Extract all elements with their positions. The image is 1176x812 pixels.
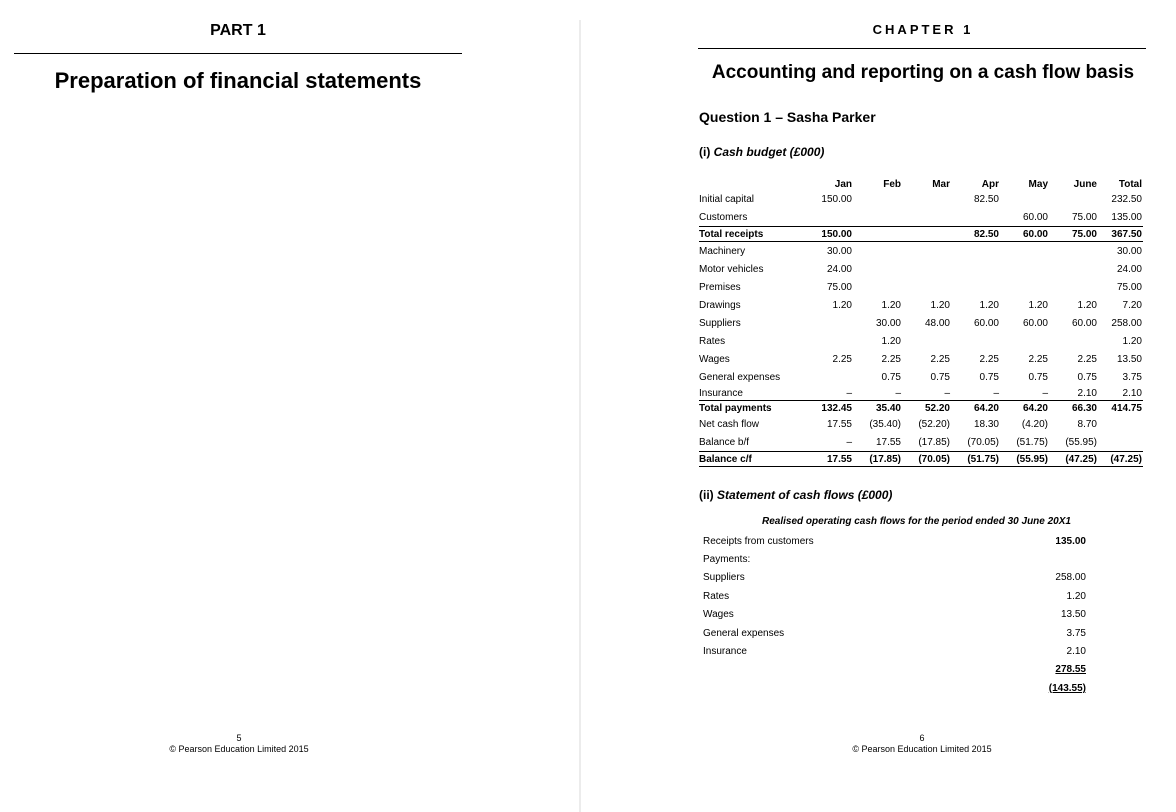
row-label: Balance b/f xyxy=(699,433,804,452)
cell-value: 17.55 xyxy=(804,452,853,467)
cell-value: 367.50 xyxy=(1098,227,1143,242)
statement-row xyxy=(703,661,1086,679)
row-label: Motor vehicles xyxy=(699,263,764,275)
copyright: © Pearson Education Limited 2015 xyxy=(169,744,309,754)
cell-value xyxy=(804,368,853,386)
cell-value: 64.20 xyxy=(1000,401,1049,416)
column-header: Jan xyxy=(834,179,852,190)
table-row xyxy=(699,415,1143,433)
cell-value: 2.25 xyxy=(832,353,852,365)
cell-value xyxy=(1098,415,1143,433)
cell-value xyxy=(902,332,951,350)
table-row xyxy=(699,350,1143,368)
cell-value xyxy=(951,278,1000,296)
cash-flow-statement-table xyxy=(703,532,1086,698)
statement-row xyxy=(703,642,1086,660)
cell-value: 82.50 xyxy=(951,227,1000,242)
cell-value: 0.75 xyxy=(1077,371,1097,383)
cell-value xyxy=(902,260,951,278)
row-label: Insurance xyxy=(699,387,743,399)
page-number: 5 xyxy=(236,733,242,743)
cash-budget-body xyxy=(699,190,1143,467)
cell-value: 17.55 xyxy=(826,418,852,430)
cell-value: 30.00 xyxy=(826,245,852,257)
cell-value: 30.00 xyxy=(1116,245,1142,257)
statement-value xyxy=(1003,532,1086,550)
cell-value xyxy=(1049,278,1098,296)
copyright: © Pearson Education Limited 2015 xyxy=(852,744,992,754)
page-number: 6 xyxy=(919,733,925,743)
cell-value: (47.25) xyxy=(1098,452,1143,467)
question-title: Question 1 – Sasha Parker xyxy=(699,109,876,125)
part-title: PART 1 xyxy=(210,22,266,39)
page-gutter xyxy=(579,20,581,812)
cell-value xyxy=(804,314,853,332)
cell-value xyxy=(951,332,1000,350)
statement-label: Receipts from customers xyxy=(703,535,814,547)
statement-value xyxy=(1003,679,1086,697)
cell-value: 3.75 xyxy=(1122,371,1142,383)
cell-value: (17.85) xyxy=(853,452,902,467)
cell-value xyxy=(804,208,853,227)
cell-value: 75.00 xyxy=(1049,227,1098,242)
cell-value: 24.00 xyxy=(826,263,852,275)
cell-value xyxy=(951,208,1000,227)
chapter-heading: Accounting and reporting on a cash flow basis xyxy=(711,62,1135,83)
row-label: Balance c/f xyxy=(699,452,804,467)
cell-value xyxy=(951,242,1000,261)
cell-value: 1.20 xyxy=(1028,299,1048,311)
part-heading: Preparation of financial statements xyxy=(54,68,422,93)
cell-value: 13.50 xyxy=(1116,353,1142,365)
row-label: Total payments xyxy=(699,401,804,416)
cell-value: 2.10 xyxy=(1077,387,1097,399)
statement-amount: 258.00 xyxy=(1055,572,1086,584)
cell-value: – xyxy=(846,387,852,399)
row-label: Net cash flow xyxy=(699,418,760,430)
cell-value: – xyxy=(895,387,901,399)
statement-label: General expenses xyxy=(703,627,785,639)
statement-label xyxy=(703,679,1003,697)
statement-row xyxy=(703,569,1086,587)
cell-value: – xyxy=(944,387,950,399)
section-label: Cash budget (£000) xyxy=(713,145,825,159)
cell-value: 1.20 xyxy=(832,299,852,311)
cell-value: 132.45 xyxy=(804,401,853,416)
table-row xyxy=(699,401,1143,416)
cell-value: 60.00 xyxy=(1022,317,1048,329)
cell-value xyxy=(1049,190,1098,208)
statement-row xyxy=(703,606,1086,624)
cell-value: (70.05) xyxy=(951,433,1000,452)
cell-value xyxy=(902,227,951,242)
row-label: Initial capital xyxy=(699,193,755,205)
row-label: Premises xyxy=(699,281,741,293)
cell-value: (51.75) xyxy=(951,452,1000,467)
row-label: Customers xyxy=(699,208,804,227)
cell-value: 0.75 xyxy=(881,371,901,383)
cell-value: (47.25) xyxy=(1049,452,1098,467)
cell-value: 0.75 xyxy=(930,371,950,383)
statement-value xyxy=(1003,569,1086,587)
cell-value: 75.00 xyxy=(1049,208,1098,227)
cell-value: (51.75) xyxy=(1000,433,1049,452)
cell-value: 82.50 xyxy=(973,193,999,205)
statement-value xyxy=(1003,550,1086,568)
cell-value: 7.20 xyxy=(1122,299,1142,311)
cell-value: (4.20) xyxy=(1021,418,1048,430)
cell-value: 1.20 xyxy=(881,335,901,347)
statement-amount: 3.75 xyxy=(1066,627,1086,639)
cell-value xyxy=(853,208,902,227)
cell-value: 30.00 xyxy=(875,317,901,329)
cell-value xyxy=(1098,433,1143,452)
left-footer xyxy=(0,733,478,755)
cell-value xyxy=(1049,332,1098,350)
cell-value xyxy=(902,242,951,261)
table-row xyxy=(699,433,1143,452)
table-row xyxy=(699,386,1143,401)
statement-amount: 13.50 xyxy=(1060,609,1086,621)
section-prefix: (i) xyxy=(699,145,714,159)
row-label: Machinery xyxy=(699,245,746,257)
cell-value: 1.20 xyxy=(979,299,999,311)
cell-value: 414.75 xyxy=(1098,401,1143,416)
statement-amount: 278.55 xyxy=(1055,664,1086,676)
statement-label: Suppliers xyxy=(703,572,745,584)
header-cell-empty xyxy=(699,173,804,190)
table-header-row xyxy=(699,173,1143,190)
statement-row xyxy=(703,679,1086,697)
cell-value: 2.25 xyxy=(881,353,901,365)
cell-value: 64.20 xyxy=(951,401,1000,416)
cell-value: (55.95) xyxy=(1000,452,1049,467)
cell-value: – xyxy=(1042,387,1048,399)
row-label: Suppliers xyxy=(699,317,741,329)
table-row xyxy=(699,278,1143,296)
cell-value: 0.75 xyxy=(979,371,999,383)
column-header: May xyxy=(1028,179,1048,190)
statement-label: Wages xyxy=(703,609,734,621)
row-label: Wages xyxy=(699,353,730,365)
cell-value: 135.00 xyxy=(1098,208,1143,227)
header-rule xyxy=(698,48,1146,49)
chapter-title: CHAPTER 1 xyxy=(872,22,974,37)
statement-amount: 1.20 xyxy=(1066,590,1086,602)
table-row xyxy=(699,452,1143,467)
row-label: Total receipts xyxy=(699,227,804,242)
cell-value: 0.75 xyxy=(1028,371,1048,383)
cell-value: 258.00 xyxy=(1111,317,1142,329)
statement-label: Payments: xyxy=(703,554,751,566)
statement-row xyxy=(703,550,1086,568)
cell-value: 17.55 xyxy=(853,433,902,452)
cell-value: 48.00 xyxy=(924,317,950,329)
cell-value: 2.25 xyxy=(930,353,950,365)
right-footer xyxy=(698,733,1146,755)
cell-value xyxy=(1049,242,1098,261)
column-header: June xyxy=(1073,179,1097,190)
cell-value xyxy=(902,278,951,296)
statement-row xyxy=(703,532,1086,550)
row-label: General expenses xyxy=(699,371,781,383)
cell-value: (52.20) xyxy=(918,418,950,430)
cell-value: 2.25 xyxy=(1028,353,1048,365)
cell-value: 1.20 xyxy=(1122,335,1142,347)
cell-value: 2.10 xyxy=(1122,387,1142,399)
cell-value xyxy=(1000,190,1049,208)
statement-heading: Realised operating cash flows for the period ended 30 June 20X1 xyxy=(762,516,1071,527)
column-header: Total xyxy=(1118,179,1142,190)
cell-value: 232.50 xyxy=(1111,193,1142,205)
statement-label: Rates xyxy=(703,590,730,602)
cell-value: (17.85) xyxy=(902,433,951,452)
left-page xyxy=(0,0,478,812)
table-row xyxy=(699,242,1143,261)
column-header: Feb xyxy=(883,179,901,190)
statement-row xyxy=(703,624,1086,642)
cell-value: 1.20 xyxy=(930,299,950,311)
cell-value: 75.00 xyxy=(1116,281,1142,293)
cell-value xyxy=(1000,260,1049,278)
cell-value: 35.40 xyxy=(853,401,902,416)
cell-value: (70.05) xyxy=(902,452,951,467)
cell-value: 8.70 xyxy=(1077,418,1097,430)
cell-value: 2.25 xyxy=(979,353,999,365)
cell-value xyxy=(902,190,951,208)
cell-value: – xyxy=(804,433,853,452)
cell-value xyxy=(853,260,902,278)
cell-value xyxy=(1000,332,1049,350)
statement-label: Insurance xyxy=(703,646,747,658)
cell-value xyxy=(1000,242,1049,261)
statement-value xyxy=(1003,661,1086,679)
cash-budget-table xyxy=(699,173,1143,467)
statement-value xyxy=(1003,624,1086,642)
table-row xyxy=(699,296,1143,314)
statement-amount: (143.55) xyxy=(1048,682,1086,694)
cell-value xyxy=(1049,260,1098,278)
statement-amount: 2.10 xyxy=(1066,646,1086,658)
cell-value xyxy=(1000,278,1049,296)
section-prefix: (ii) xyxy=(699,488,717,502)
row-label: Drawings xyxy=(699,299,741,311)
cell-value xyxy=(853,190,902,208)
cell-value: – xyxy=(993,387,999,399)
statement-label xyxy=(703,661,1003,679)
cell-value: 75.00 xyxy=(826,281,852,293)
table-row xyxy=(699,368,1143,386)
table-row xyxy=(699,190,1143,208)
cell-value: 66.30 xyxy=(1049,401,1098,416)
table-row xyxy=(699,208,1143,227)
cell-value: 60.00 xyxy=(1071,317,1097,329)
cell-value: 18.30 xyxy=(973,418,999,430)
statement-value xyxy=(1003,606,1086,624)
statement-value xyxy=(1003,642,1086,660)
table-row xyxy=(699,260,1143,278)
table-row xyxy=(699,314,1143,332)
section-cash-flows-title xyxy=(699,488,892,502)
cell-value: (55.95) xyxy=(1049,433,1098,452)
statement-body xyxy=(703,532,1086,698)
cell-value: 24.00 xyxy=(1116,263,1142,275)
cell-value xyxy=(853,227,902,242)
section-cash-budget-title xyxy=(699,145,824,159)
table-row xyxy=(699,227,1143,242)
cell-value xyxy=(951,260,1000,278)
cell-value: 60.00 xyxy=(1000,227,1049,242)
statement-row xyxy=(703,587,1086,605)
statement-value xyxy=(1003,587,1086,605)
cell-value: 1.20 xyxy=(1077,299,1097,311)
header-rule xyxy=(14,53,462,54)
table-row xyxy=(699,332,1143,350)
cell-value: 2.25 xyxy=(1077,353,1097,365)
cell-value xyxy=(853,278,902,296)
cell-value: 52.20 xyxy=(902,401,951,416)
cell-value: 60.00 xyxy=(1000,208,1049,227)
statement-amount: 135.00 xyxy=(1055,535,1086,547)
cell-value: 60.00 xyxy=(973,317,999,329)
cell-value xyxy=(902,208,951,227)
cell-value: 150.00 xyxy=(821,193,852,205)
section-label: Statement of cash flows (£000) xyxy=(717,488,893,502)
cell-value xyxy=(804,332,853,350)
column-header: Apr xyxy=(981,179,999,190)
cell-value: (35.40) xyxy=(869,418,901,430)
cell-value: 1.20 xyxy=(881,299,901,311)
column-header: Mar xyxy=(932,179,950,190)
cell-value: 150.00 xyxy=(804,227,853,242)
cell-value xyxy=(853,242,902,261)
row-label: Rates xyxy=(699,335,726,347)
